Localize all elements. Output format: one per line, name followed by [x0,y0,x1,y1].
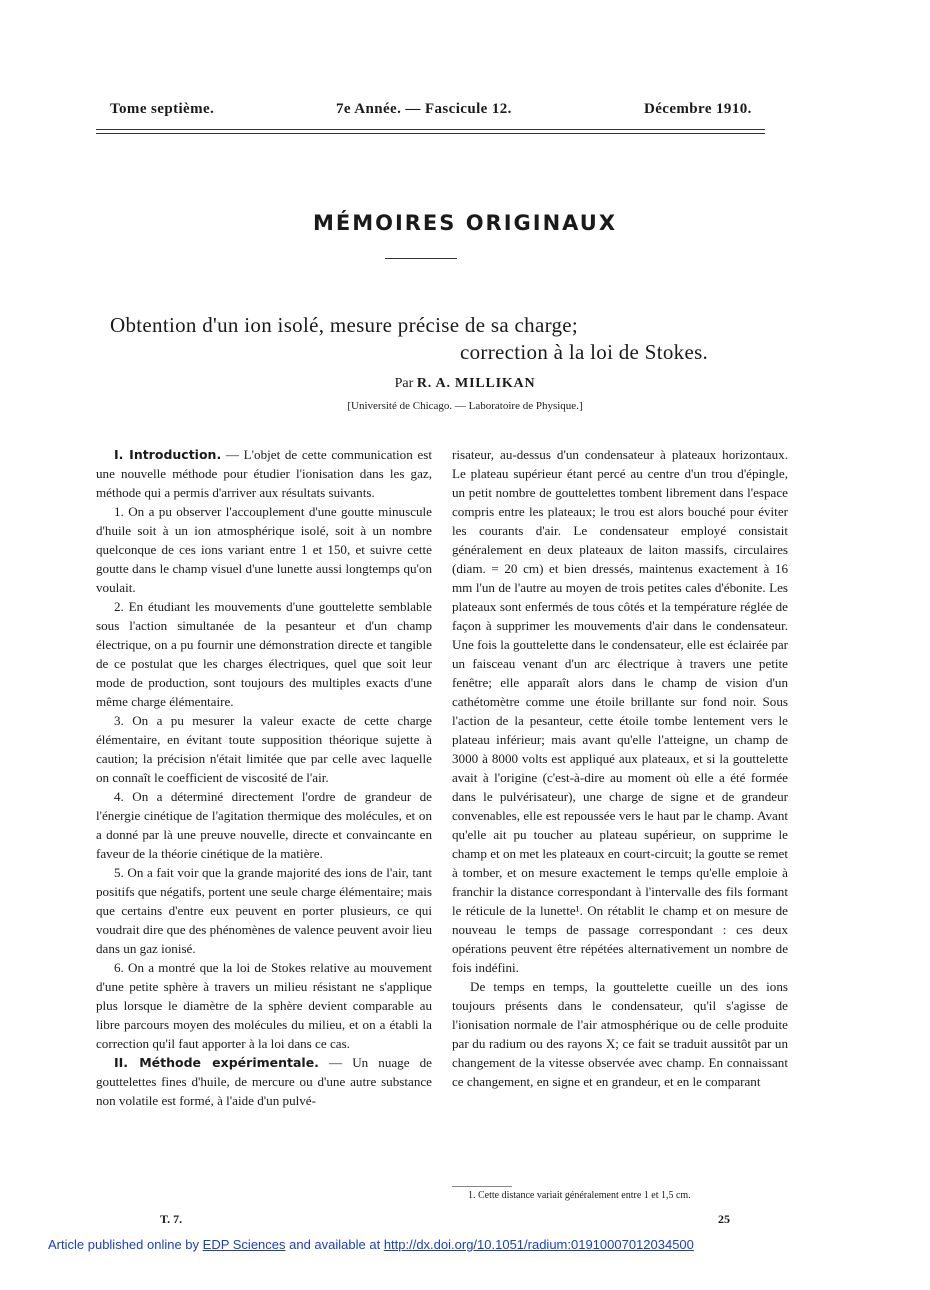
section-heading: II. Méthode expérimentale. [114,1055,319,1070]
paragraph: 1. On a pu observer l'accouplement d'une goutte minuscule d'huile soit à un ion atmosphérique isolé, soit à un nombre quelconque de ces ions variant entre 1 et 150, et suivre cette goutte dans le champ visuel d'une lunette aussi longtemps qu'on voulait. [96,504,432,595]
byline [0,376,930,392]
article-title-line2: correction à la loi de Stokes. [460,340,709,364]
left-column [96,445,432,1110]
header-rule-bottom [96,133,765,134]
paragraph: II. Méthode expérimentale. — Un nuage de gouttelettes fines d'huile, de mercure ou d'une autre substance non volatile est formé, à l'aide d'un pulvé- [96,1055,432,1108]
paragraph: 2. En étudiant les mouvements d'une gouttelette semblable sous l'action simultanée de la pesanteur et d'un champ électrique, on a pu fournir une démonstration directe et tangible de ce postulat que les charges électriques, quel que soit leur mode de production, sont toujours des multiples exacts d'une même charge élémentaire. [96,599,432,709]
issue-label: 7e Année. — Fascicule 12. [336,101,512,117]
paragraph: 3. On a pu mesurer la valeur exacte de cette charge élémentaire, en évitant toute supposition théorique sujette à caution; la précision n'était limitée que par celle avec laquelle on connaît le coefficient de viscosité de l'air. [96,713,432,785]
byline-prefix: Par [394,376,414,391]
paragraph: I. Introduction. — L'objet de cette communication est une nouvelle méthode pour étudier l'ionisation dans les gaz, méthode qui a permis d'arriver aux résultats suivants. [96,447,433,500]
footnote: 1. Cette distance variait généralement entre 1 et 1,5 cm. [468,1190,691,1201]
paragraph: risateur, au-dessus d'un condensateur à plateaux horizontaux. Le plateau supérieur étant percé au centre d'un trou d'épingle, un petit nombre de gouttelettes tombent librement dans l'espace compris entre les plateaux; le trou est alors bouché pour éviter les courants d'air. Le condensateur employé consistait généralement en deux plateaux de laiton massifs, circulaires (diam. = 20 cm) et bien dressés, maintenus exactement à 16 mm l'un de l'autre au moyen de trois petites cales d'ébonite. Les plateaux sont enfermés de tous côtés et la température réglée de façon à supprimer les mouvements d'air dans le condensateur. Une fois la gouttelette dans le condensateur, elle est éclairée par un faisceau venant d'un arc électrique à travers une petite fenêtre; elle apparaît alors dans le champ de vision d'un cathétomètre comme une étoile brillante sur fond noir. Sous l'action de la pesanteur, cette étoile tombe lentement vers le plateau inférieur; mais avant qu'elle l'atteigne, un champ de 3000 à 8000 volts est appliqué aux plateaux, et si la gouttelette avait à l'origine (c'est-à-dire au moment où elle a été formée dans le pulvérisateur), une charge de signe et de grandeur convenables, elle est repoussée vers le haut par le champ. Avant qu'elle ait pu toucher au plateau supérieur, on supprime le champ et on met les plateaux en court-circuit; la goutte se remet à tomber, et on mesure exactement le temps qu'elle emploie à franchir la distance correspondant à l'intervalle des fils formant le réticule de la lunette¹. On rétablit le champ et on mesure de nouveau le temps de passage correspondant : ces deux opérations peuvent être répétées alternativement un nombre de fois indéfini. [452,447,788,975]
publisher-credit: Article published online by EDP Sciences and available at http://dx.doi.org/10.1051/radium:01910007012034500 [48,1237,694,1252]
section-divider [385,258,457,259]
date-label: Décembre 1910. [644,101,752,117]
paragraph: 5. On a fait voir que la grande majorité des ions de l'air, tant positifs que négatifs, portent une seule charge élémentaire; mais que certains d'entre eux peuvent en porter plusieurs, ce qui voudrait dire que des phénomènes de valence peuvent avoir lieu dans un gaz ionisé. [96,865,432,956]
page-number: 25 [718,1212,730,1226]
right-column [452,445,788,1091]
author-name: R. A. MILLIKAN [416,376,536,391]
volume-label: Tome septième. [110,101,215,117]
paragraph: 4. On a déterminé directement l'ordre de grandeur de l'énergie cinétique de l'agitation thermique des molécules, et on a donné par là une preuve nouvelle, directe et convaincante en faveur de la théorie cinétique de la matière. [96,789,432,861]
paragraph: 6. On a montré que la loi de Stokes relative au mouvement d'une petite sphère à travers un milieu résistant ne s'applique plus lorsque le diamètre de la sphère devient comparable au libre parcours moyen des molécules du milieu, et on a établi la correction qu'il faut apporter à la loi dans ce cas. [96,960,432,1051]
folio-left: T. 7. [160,1212,183,1226]
doi-link[interactable]: http://dx.doi.org/10.1051/radium:01910007012034500 [383,1237,694,1252]
edp-sciences-link[interactable]: EDP Sciences [202,1237,286,1252]
header-rule-top [96,129,765,130]
section-title: MÉMOIRES ORIGINAUX [312,211,618,235]
section-heading: I. Introduction. [114,447,222,462]
paragraph: De temps en temps, la gouttelette cueille un des ions toujours présents dans le condensateur, qu'il s'agisse de l'ionisation normale de l'air atmosphérique ou de celle produite par du radium ou des rayons X; ce fait se traduit aussitôt par un changement de la vitesse observée avec champ. En connaissant ce changement, en signe et en grandeur, et en le comparant [452,979,788,1089]
article-title-line1: Obtention d'un ion isolé, mesure précise de sa charge; [110,313,579,337]
footnote-rule [452,1186,512,1187]
affiliation: [Université de Chicago. — Laboratoire de Physique.] [347,400,583,412]
